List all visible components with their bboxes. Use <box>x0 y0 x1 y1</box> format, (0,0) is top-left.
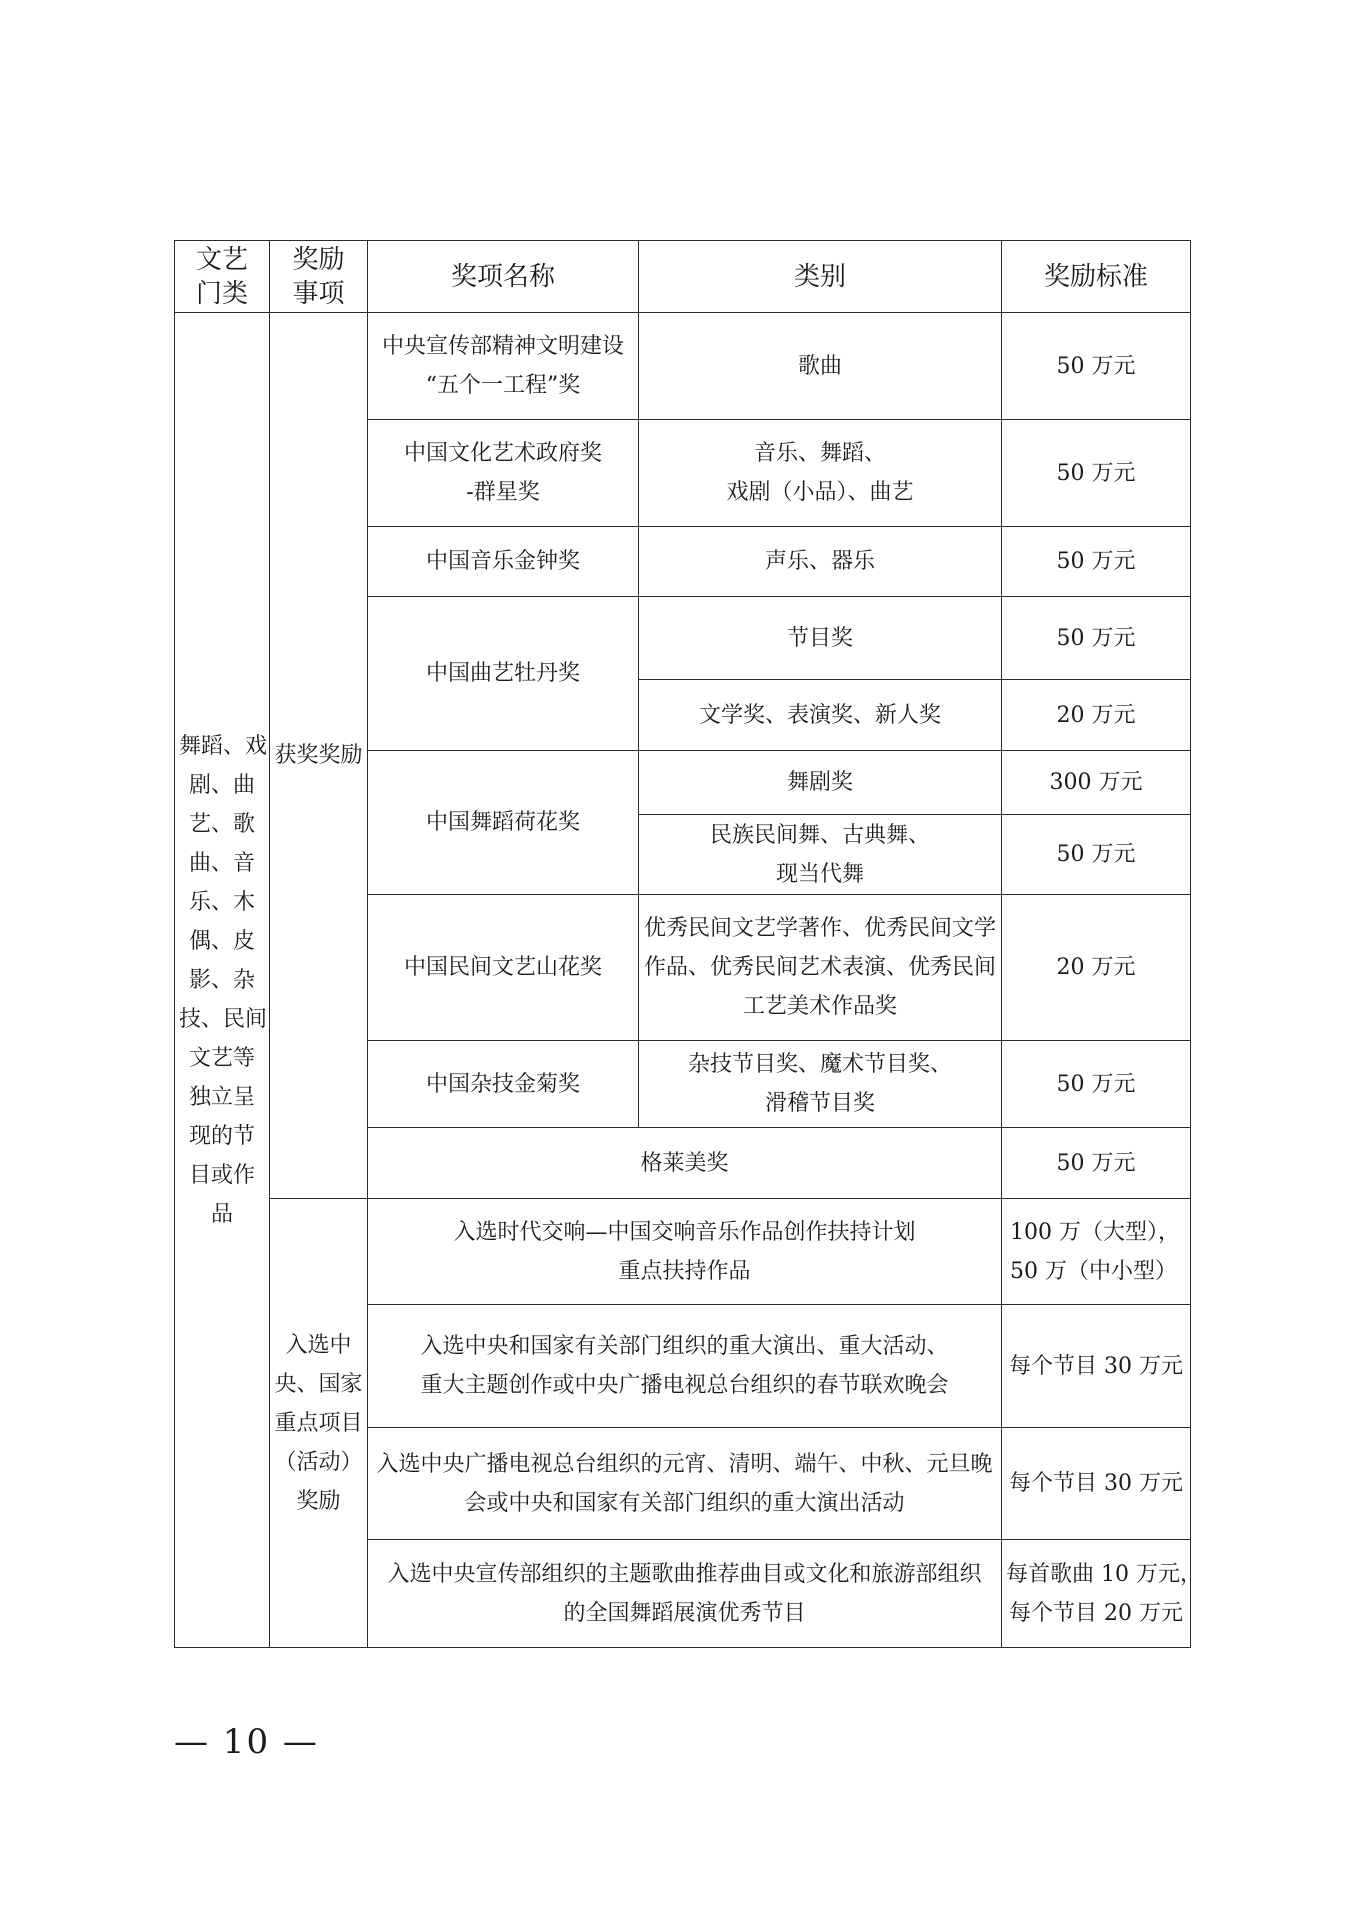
award-name-cell: 中央宣传部精神文明建设 “五个一工程”奖 <box>368 313 639 420</box>
type-cell: 文学奖、表演奖、新人奖 <box>639 680 1002 751</box>
page-number: — 10 — <box>174 1722 319 1762</box>
header-award-item: 奖励 事项 <box>270 241 368 313</box>
standard-cell: 每个节目 30 万元 <box>1002 1305 1191 1428</box>
type-cell: 节目奖 <box>639 597 1002 680</box>
standard-cell: 每首歌曲 10 万元， 每个节目 20 万元 <box>1002 1540 1191 1648</box>
type-cell: 优秀民间文艺学著作、优秀民间文学 作品、优秀民间艺术表演、优秀民间 工艺美术作品奖 <box>639 895 1002 1041</box>
type-cell: 音乐、舞蹈、 戏剧（小品）、曲艺 <box>639 420 1002 527</box>
award-name-cell: 中国曲艺牡丹奖 <box>368 597 639 751</box>
type-cell: 杂技节目奖、魔术节目奖、 滑稽节目奖 <box>639 1041 1002 1128</box>
standard-cell: 50 万元 <box>1002 527 1191 597</box>
header-award-name: 奖项名称 <box>368 241 639 313</box>
award-name-cell: 中国音乐金钟奖 <box>368 527 639 597</box>
standard-cell: 100 万（大型）， 50 万（中小型） <box>1002 1199 1191 1305</box>
standard-cell: 50 万元 <box>1002 1128 1191 1199</box>
award-name-cell: 中国民间文艺山花奖 <box>368 895 639 1041</box>
table-row <box>175 1199 1191 1305</box>
standard-cell: 50 万元 <box>1002 815 1191 895</box>
award-name-cell: 入选时代交响—中国交响音乐作品创作扶持计划 重点扶持作品 <box>368 1199 1002 1305</box>
award-name-cell: 入选中央广播电视总台组织的元宵、清明、端午、中秋、元旦晚 会或中央和国家有关部门组织的重大演出活动 <box>368 1428 1002 1540</box>
standard-cell: 50 万元 <box>1002 313 1191 420</box>
award-name-cell: 中国文化艺术政府奖 -群星奖 <box>368 420 639 527</box>
header-type: 类别 <box>639 241 1002 313</box>
award-name-cell: 中国舞蹈荷花奖 <box>368 751 639 895</box>
award-name-cell: 入选中央和国家有关部门组织的重大演出、重大活动、 重大主题创作或中央广播电视总台组织的春节联欢晚会 <box>368 1305 1002 1428</box>
standard-cell: 50 万元 <box>1002 597 1191 680</box>
award-winning-section-label: 获奖奖励 <box>270 313 368 1199</box>
standard-cell: 20 万元 <box>1002 680 1191 751</box>
type-cell: 舞剧奖 <box>639 751 1002 815</box>
selection-section-label: 入选中 央、国家 重点项目 （活动） 奖励 <box>270 1199 368 1648</box>
award-name-cell: 格莱美奖 <box>368 1128 1002 1199</box>
table-row <box>175 313 1191 420</box>
standard-cell: 50 万元 <box>1002 420 1191 527</box>
standard-cell: 每个节目 30 万元 <box>1002 1428 1191 1540</box>
type-cell: 民族民间舞、古典舞、 现当代舞 <box>639 815 1002 895</box>
table-header-row <box>175 241 1191 313</box>
header-category: 文艺 门类 <box>175 241 270 313</box>
category-cell: 舞蹈、戏 剧、曲 艺、歌 曲、音 乐、木 偶、皮 影、杂 技、民间 文艺等 独立呈 现的节 目或作 品 <box>175 313 270 1648</box>
award-name-cell: 中国杂技金菊奖 <box>368 1041 639 1128</box>
standard-cell: 300 万元 <box>1002 751 1191 815</box>
standard-cell: 20 万元 <box>1002 895 1191 1041</box>
award-standard-table <box>174 240 1202 1648</box>
type-cell: 歌曲 <box>639 313 1002 420</box>
award-name-cell: 入选中央宣传部组织的主题歌曲推荐曲目或文化和旅游部组织 的全国舞蹈展演优秀节目 <box>368 1540 1002 1648</box>
standard-cell: 50 万元 <box>1002 1041 1191 1128</box>
type-cell: 声乐、器乐 <box>639 527 1002 597</box>
header-standard: 奖励标准 <box>1002 241 1191 313</box>
